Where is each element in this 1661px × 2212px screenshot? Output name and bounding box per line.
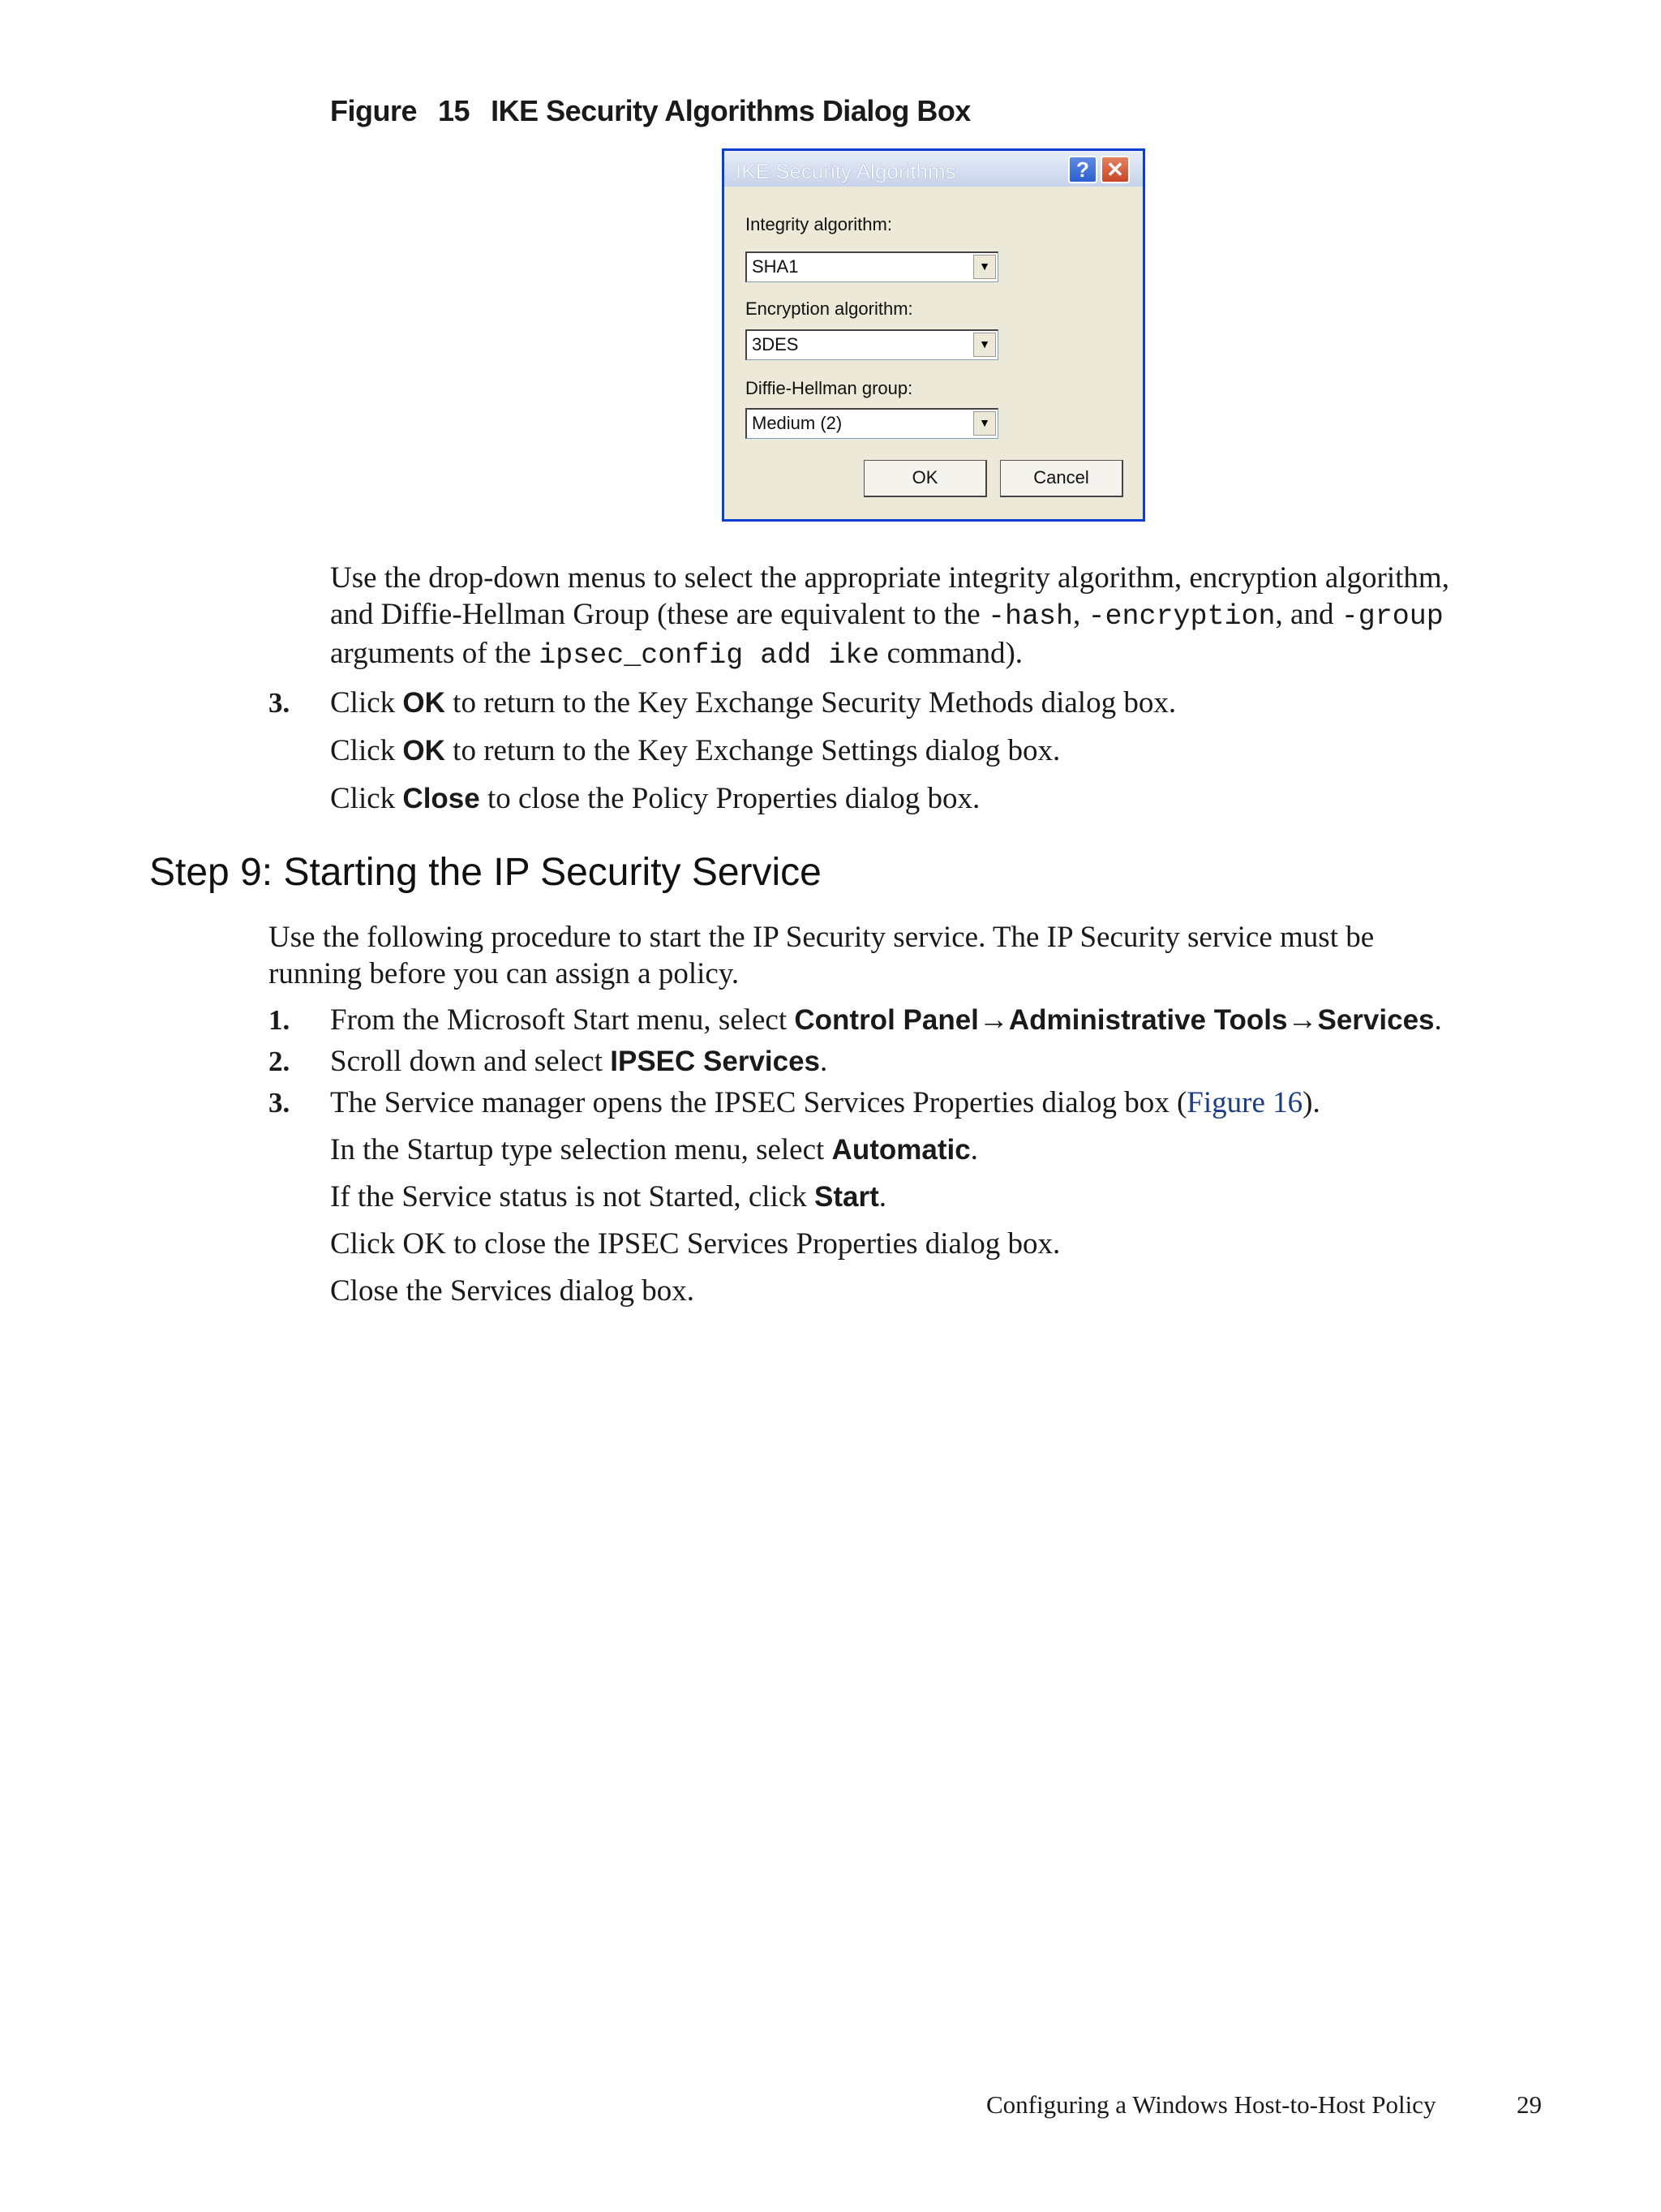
step1-line (330, 1002, 1442, 1038)
text: . (1434, 1003, 1442, 1037)
dialog-titlebar (724, 151, 1143, 187)
text: to return to the Key Exchange Security Methods dialog box. (444, 686, 1177, 719)
text: to close the Policy Properties dialog box. (479, 782, 981, 815)
step3-line-a (330, 685, 1176, 721)
integrity-value: SHA1 (752, 256, 799, 277)
dh-group-select[interactable] (745, 408, 998, 439)
text: Click (330, 734, 403, 767)
text: If the Service status is not Started, click (330, 1180, 814, 1213)
text: command). (879, 637, 1024, 670)
substep-startup-type (330, 1132, 978, 1168)
text: Click (330, 782, 403, 815)
paragraph-drop-down-menus (330, 560, 1449, 674)
keyword-ok: OK (402, 735, 445, 767)
section-heading: Step 9: Starting the IP Security Service (149, 851, 822, 894)
step3-line-b (330, 732, 1060, 769)
figure-caption (330, 94, 971, 128)
help-button[interactable]: ? (1068, 156, 1097, 183)
cancel-button[interactable]: Cancel (1000, 460, 1123, 497)
substep-click-ok: Click OK to close the IPSEC Services Properties dialog box. (330, 1227, 1061, 1261)
keyword-ipsec-services: IPSEC Services (610, 1046, 821, 1077)
text-line: Use the drop-down menus to select the appropriate integrity algorithm, encryption algorithm, (330, 561, 1449, 595)
ike-security-algorithms-dialog (722, 148, 1145, 522)
substep-close-services: Close the Services dialog box. (330, 1274, 695, 1308)
text: to return to the Key Exchange Settings dialog box. (444, 734, 1061, 767)
text-line (330, 596, 1449, 635)
figure-16-link[interactable]: Figure 16 (1187, 1086, 1303, 1119)
encryption-label: Encryption algorithm: (745, 299, 913, 319)
footer-title: Configuring a Windows Host-to-Host Policy (986, 2090, 1436, 2119)
dialog-title: IKE Security Algorithms (736, 159, 956, 183)
text-line: running before you can assign a policy. (268, 957, 740, 990)
close-button[interactable]: ✕ (1101, 156, 1130, 183)
text: In the Startup type selection menu, select (330, 1133, 832, 1166)
code-hash: -hash (987, 600, 1073, 633)
keyword-start: Start (814, 1181, 879, 1213)
menu-arrow: → (1287, 1003, 1318, 1037)
text: , (1073, 598, 1088, 631)
encryption-value: 3DES (752, 334, 799, 354)
figure-label: Figure (330, 94, 418, 127)
figure-title: IKE Security Algorithms Dialog Box (491, 94, 971, 127)
text: . (820, 1045, 828, 1078)
chevron-down-icon[interactable]: ▼ (973, 411, 996, 436)
text: Scroll down and select (330, 1045, 611, 1078)
chevron-down-icon[interactable]: ▼ (973, 333, 996, 357)
encryption-select[interactable] (745, 329, 998, 360)
dh-group-label: Diffie-Hellman group: (745, 378, 913, 398)
code-group: -group (1341, 600, 1444, 633)
substep-start (330, 1179, 886, 1215)
keyword-ok: OK (402, 687, 445, 719)
step-number: 2. (268, 1046, 290, 1077)
step3-line-c (330, 780, 980, 817)
keyword-close: Close (402, 783, 480, 814)
integrity-select[interactable] (745, 251, 998, 282)
keyword-services: Services (1317, 1004, 1435, 1036)
dh-group-value: Medium (2) (752, 413, 843, 433)
text: From the Microsoft Start menu, select (330, 1003, 795, 1037)
keyword-control-panel: Control Panel (794, 1004, 979, 1036)
code-command: ipsec_config add ike (539, 639, 880, 672)
text: ). (1303, 1086, 1320, 1119)
step3-intro-line (330, 1085, 1320, 1121)
text: . (970, 1133, 978, 1166)
step-number: 1. (268, 1004, 290, 1036)
text: . (878, 1180, 886, 1213)
text-line (330, 635, 1449, 674)
text: , and (1275, 598, 1341, 631)
step2-line (330, 1043, 827, 1080)
chevron-down-icon[interactable]: ▼ (973, 255, 996, 279)
page-number: 29 (1517, 2090, 1542, 2119)
ok-button[interactable]: OK (864, 460, 987, 497)
step-number: 3. (268, 1087, 290, 1119)
code-encryption: -encryption (1088, 600, 1276, 633)
text: and Diffie-Hellman Group (these are equivalent to the (330, 598, 988, 631)
text-line: Use the following procedure to start the IP Security service. The IP Security service must be (268, 921, 1375, 954)
text: Click (330, 686, 403, 719)
menu-arrow: → (978, 1003, 1009, 1037)
keyword-automatic: Automatic (831, 1134, 971, 1166)
text: The Service manager opens the IPSEC Services Properties dialog box ( (330, 1086, 1187, 1119)
section-intro (268, 919, 1374, 992)
keyword-administrative-tools: Administrative Tools (1008, 1004, 1288, 1036)
step-number: 3. (268, 687, 290, 719)
integrity-label: Integrity algorithm: (745, 214, 892, 234)
text: arguments of the (330, 637, 539, 670)
figure-number: 15 (438, 94, 470, 127)
